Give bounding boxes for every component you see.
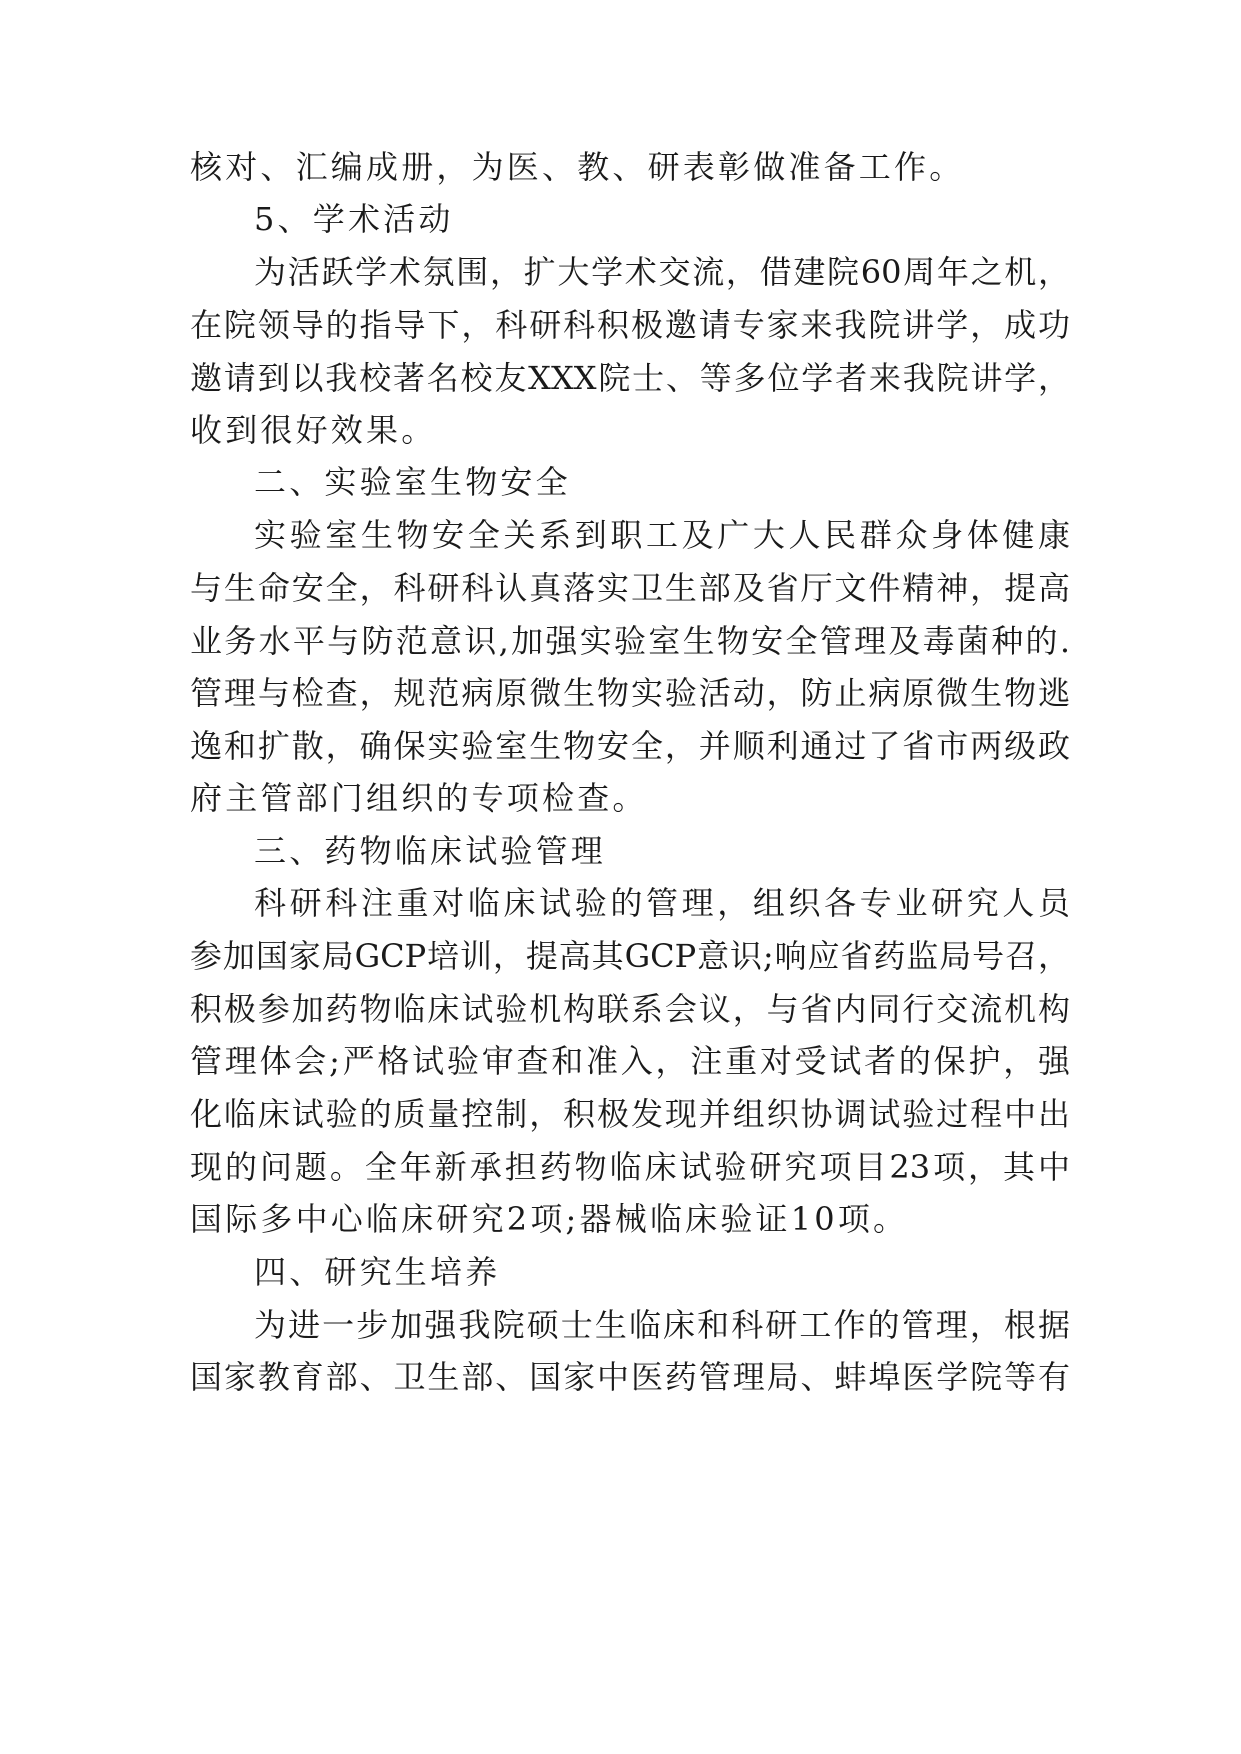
text-line-3: 为活跃学术氛围，扩大学术交流，借建院60周年之机，: [254, 253, 1070, 291]
text-line-19: 化临床试验的质量控制，积极发现并组织协调试验过程中出: [190, 1095, 1070, 1133]
section-heading-academic-activities: 5、学术活动: [254, 200, 454, 238]
text-line-1: 核对、汇编成册，为医、教、研表彰做准备工作。: [190, 148, 965, 186]
text-line-13: 府主管部门组织的专项检查。: [190, 779, 648, 817]
text-line-10: 业务水平与防范意识,加强实验室生物安全管理及毒菌种的.: [190, 622, 1070, 660]
text-line-6: 收到很好效果。: [190, 411, 437, 449]
text-line-9: 与生命安全，科研科认真落实卫生部及省厅文件精神，提高: [190, 569, 1070, 607]
text-line-15: 科研科注重对临床试验的管理，组织各专业研究人员: [254, 884, 1070, 922]
text-line-24: 国家教育部、卫生部、国家中医药管理局、蚌埠医学院等有: [190, 1358, 1070, 1396]
text-line-11: 管理与检查，规范病原微生物实验活动，防止病原微生物逃: [190, 674, 1070, 712]
section-heading-graduate-training: 四、研究生培养: [254, 1253, 501, 1291]
text-line-4: 在院领导的指导下，科研科积极邀请专家来我院讲学，成功: [190, 306, 1070, 344]
text-line-23: 为进一步加强我院硕士生临床和科研工作的管理，根据: [254, 1306, 1070, 1344]
text-line-5: 邀请到以我校著名校友XXX院士、等多位学者来我院讲学，: [190, 359, 1070, 397]
text-line-17: 积极参加药物临床试验机构联系会议，与省内同行交流机构: [190, 990, 1070, 1028]
text-line-16: 参加国家局GCP培训，提高其GCP意识;响应省药监局号召，: [190, 937, 1070, 975]
text-line-8: 实验室生物安全关系到职工及广大人民群众身体健康: [254, 516, 1070, 554]
text-line-20: 现的问题。全年新承担药物临床试验研究项目23项，其中: [190, 1148, 1070, 1186]
section-heading-lab-biosafety: 二、实验室生物安全: [254, 463, 571, 501]
text-line-12: 逸和扩散，确保实验室生物安全，并顺利通过了省市两级政: [190, 727, 1070, 765]
text-line-18: 管理体会;严格试验审查和准入，注重对受试者的保护，强: [190, 1042, 1070, 1080]
text-line-21: 国际多中心临床研究2项;器械临床验证10项。: [190, 1200, 909, 1238]
section-heading-clinical-trials: 三、药物临床试验管理: [254, 832, 607, 870]
